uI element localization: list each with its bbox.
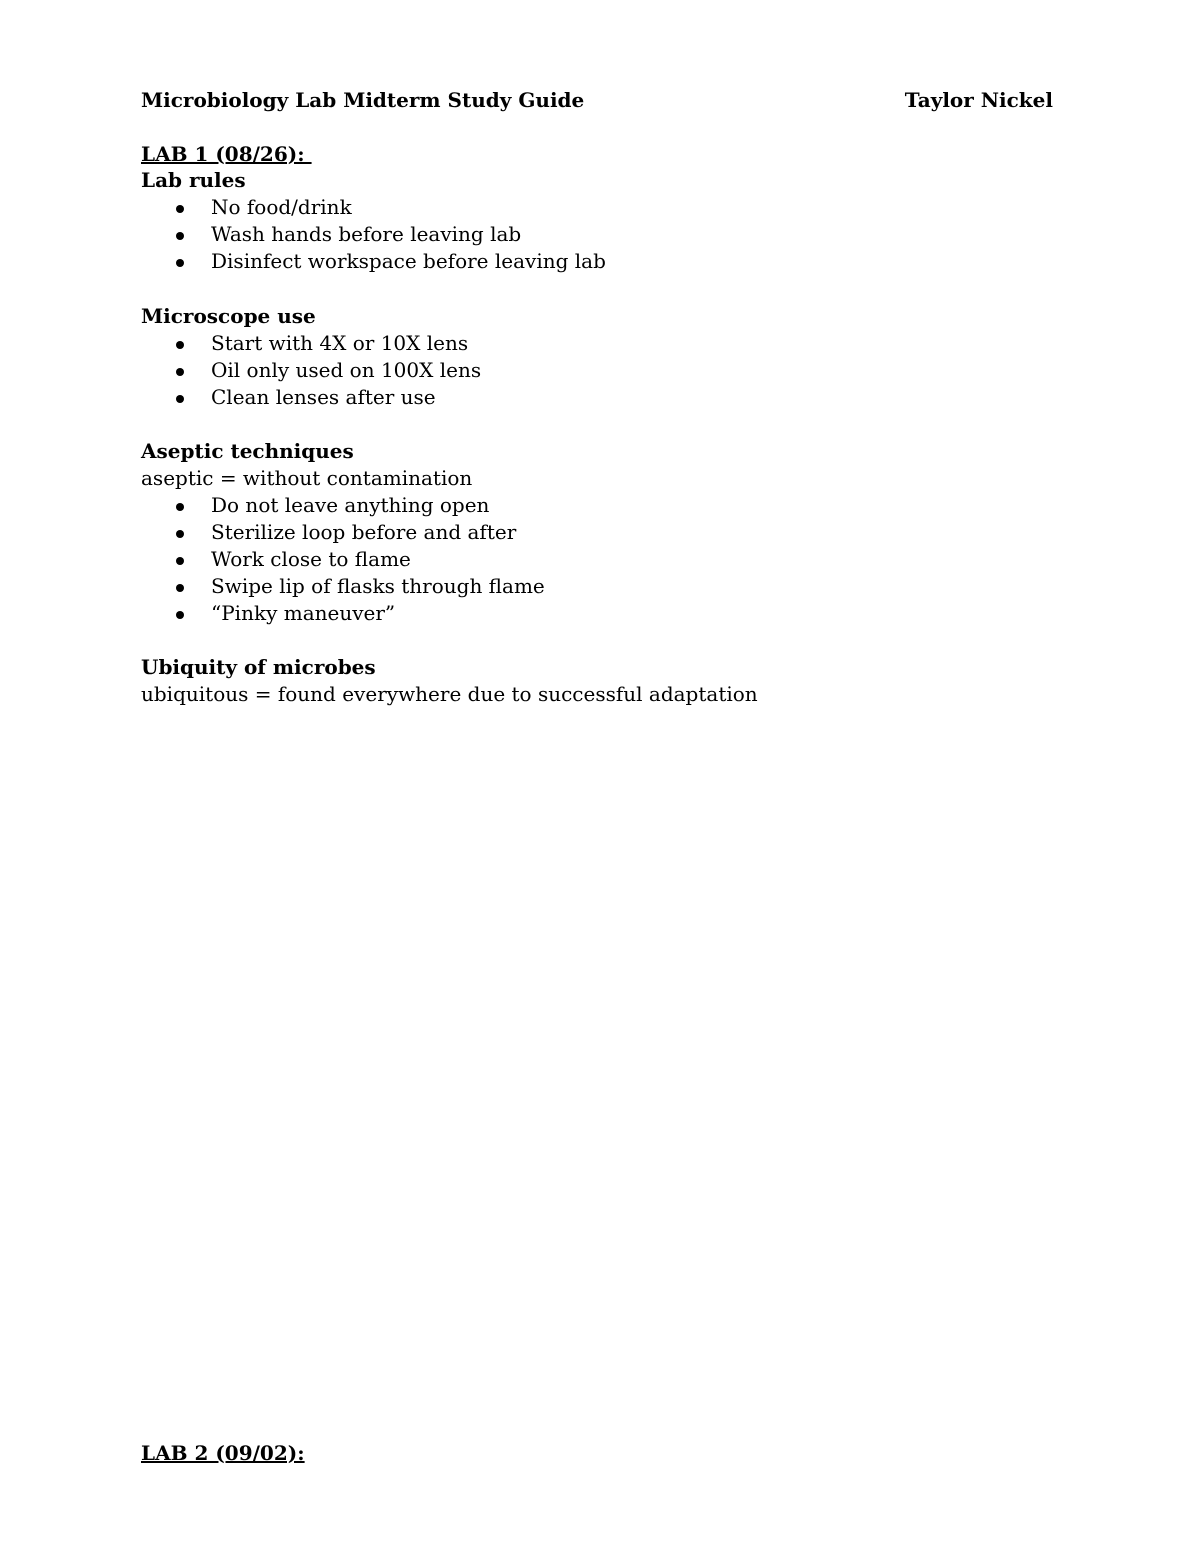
section-description: ubiquitous = found everywhere due to successful adaptation [141,682,758,706]
bullet-item [141,546,1141,573]
section-ubiquity-of-microbes [141,653,1141,708]
bullet-icon [176,557,184,565]
bullet-text: Clean lenses after use [211,385,436,409]
page-header [141,86,1053,114]
document-title: Microbiology Lab Midterm Study Guide [141,88,585,112]
bullet-list [141,330,1141,411]
section-description: aseptic = without contamination [141,466,473,490]
bullet-icon [176,530,184,538]
bullet-item [141,330,1141,357]
bullet-list [141,492,1141,627]
bullet-icon [176,341,184,349]
bullet-item [141,519,1141,546]
bullet-item [141,573,1141,600]
lab-2-heading: LAB 2 (09/02): [141,1441,305,1465]
bullet-text: Work close to flame [211,547,411,571]
bullet-item [141,357,1141,384]
bullet-text: “Pinky maneuver” [211,601,396,625]
bullet-icon [176,259,184,267]
bullet-text: Oil only used on 100X lens [211,358,482,382]
bullet-item [141,492,1141,519]
bullet-item [141,248,1141,275]
section-title: Ubiquity of microbes [141,655,376,679]
bullet-icon [176,584,184,592]
bullet-list [141,194,1141,275]
bullet-icon [176,368,184,376]
bullet-item [141,221,1141,248]
bullet-icon [176,611,184,619]
lab-1-heading: LAB 1 (08/26): [141,142,312,166]
author-name: Taylor Nickel [904,88,1053,112]
bullet-text: Disinfect workspace before leaving lab [211,249,606,273]
section-lab-rules [141,166,1141,275]
bullet-icon [176,205,184,213]
bullet-text: No food/drink [211,195,352,219]
section-microscope-use [141,302,1141,411]
bullet-item [141,600,1141,627]
bullet-icon [176,395,184,403]
section-title: Lab rules [141,168,246,192]
bullet-item [141,384,1141,411]
bullet-text: Start with 4X or 10X lens [211,331,469,355]
section-aseptic-techniques [141,437,1141,627]
bullet-text: Swipe lip of flasks through flame [211,574,545,598]
bullet-icon [176,503,184,511]
bullet-icon [176,232,184,240]
section-title: Microscope use [141,304,316,328]
bullet-text: Wash hands before leaving lab [211,222,522,246]
section-title: Aseptic techniques [141,439,354,463]
bullet-text: Do not leave anything open [211,493,490,517]
bullet-text: Sterilize loop before and after [211,520,517,544]
bullet-item [141,194,1141,221]
